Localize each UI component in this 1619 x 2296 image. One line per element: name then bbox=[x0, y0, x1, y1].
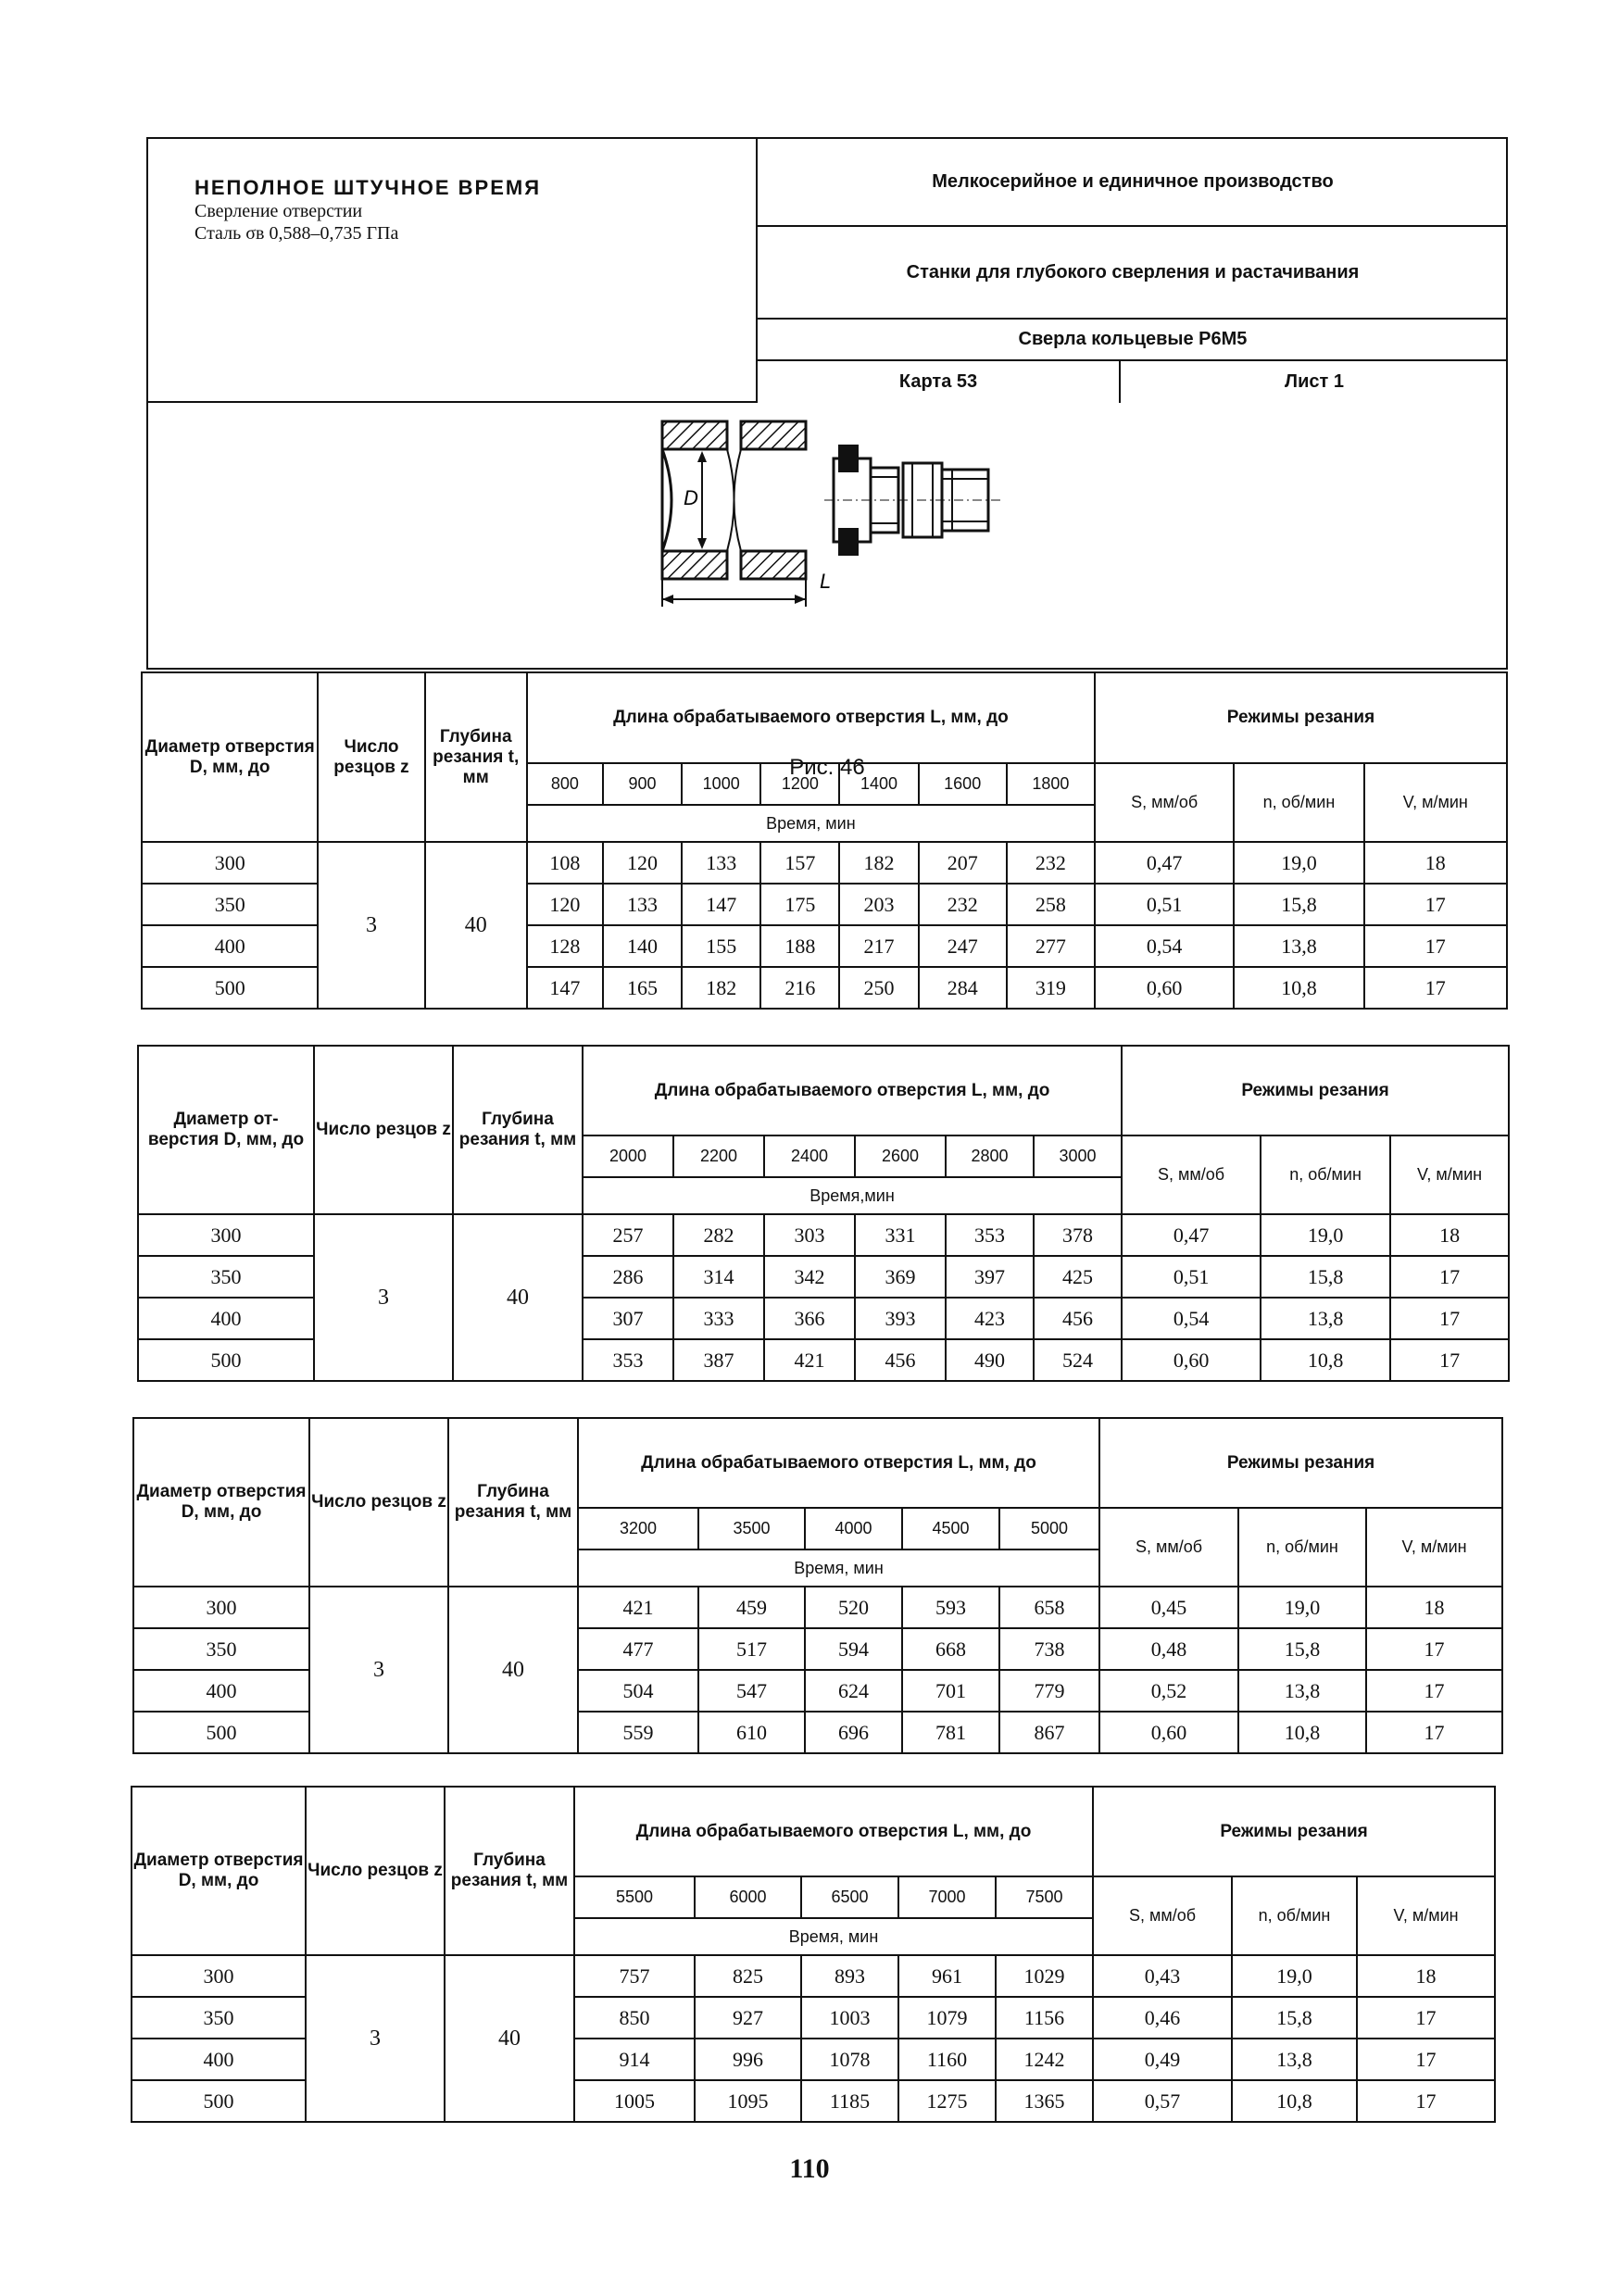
depth-value: 40 bbox=[445, 1955, 574, 2122]
rpm-header: n, об/мин bbox=[1232, 1876, 1357, 1955]
length-value: 3500 bbox=[698, 1508, 805, 1549]
modes-header: Режимы резания bbox=[1122, 1046, 1509, 1135]
doc-subtitle-operation: Сверление отверстии bbox=[195, 201, 363, 221]
length-header: Длина обрабатываемого отверстия L, мм, до bbox=[583, 1046, 1122, 1135]
diameter-header: Диаметр отверстия D, мм, до bbox=[142, 672, 318, 842]
table-row: 350 120 133 147 175 203 232 258 0,51 15,8 17 bbox=[142, 884, 1507, 925]
length-value: 1400 bbox=[839, 763, 918, 805]
speed-header: V, м/мин bbox=[1366, 1508, 1502, 1587]
length-value: 2600 bbox=[855, 1135, 946, 1177]
length-value: 7000 bbox=[898, 1876, 996, 1918]
table-row: 500 1005 1095 1185 1275 1365 0,57 10,8 17 bbox=[132, 2080, 1495, 2122]
cutters-header: Число резцов z bbox=[318, 672, 424, 842]
page-number: 110 bbox=[789, 2153, 830, 2184]
ring-drill-icon bbox=[824, 445, 1000, 556]
length-value: 7500 bbox=[996, 1876, 1093, 1918]
rpm-header: n, об/мин bbox=[1238, 1508, 1366, 1587]
length-value: 4500 bbox=[902, 1508, 999, 1549]
table-row: 400 128 140 155 188 217 247 277 0,54 13,8 17 bbox=[142, 925, 1507, 967]
length-value: 3000 bbox=[1034, 1135, 1122, 1177]
table-row: 300 3 40 757 825 893 961 1029 0,43 19,0 18 bbox=[132, 1955, 1495, 1997]
speed-header: V, м/мин bbox=[1357, 1876, 1495, 1955]
length-value: 5000 bbox=[999, 1508, 1099, 1549]
cutters-value: 3 bbox=[309, 1587, 448, 1753]
cutters-header: Число резцов z bbox=[314, 1046, 453, 1214]
time-header: Время,мин bbox=[583, 1177, 1122, 1214]
feed-header: S, мм/об bbox=[1122, 1135, 1261, 1214]
time-header: Время, мин bbox=[578, 1549, 1099, 1587]
length-value: 1000 bbox=[682, 763, 760, 805]
depth-value: 40 bbox=[448, 1587, 578, 1753]
feed-header: S, мм/об bbox=[1099, 1508, 1238, 1587]
diameter-label: D bbox=[684, 486, 698, 509]
modes-header: Режимы резания bbox=[1093, 1787, 1495, 1876]
time-table-2 bbox=[137, 1045, 1510, 1382]
depth-value: 40 bbox=[453, 1214, 583, 1381]
cutters-value: 3 bbox=[318, 842, 424, 1009]
card-sheet-row bbox=[758, 361, 1508, 403]
depth-header: Глубина резания t, мм bbox=[448, 1418, 578, 1587]
cutters-header: Число резцов z bbox=[306, 1787, 445, 1955]
modes-header: Режимы резания bbox=[1099, 1418, 1502, 1508]
time-table-1 bbox=[141, 671, 1508, 1010]
length-label: L bbox=[820, 570, 832, 593]
depth-header: Глубина резания t, мм bbox=[445, 1787, 574, 1955]
table-row: 300 3 40 108 120 133 157 182 207 232 0,47 19,0 18 bbox=[142, 842, 1507, 884]
tool-type: Сверла кольцевые Р6М5 bbox=[758, 320, 1508, 361]
classification-block bbox=[758, 139, 1508, 403]
table-row: 400 914 996 1078 1160 1242 0,49 13,8 17 bbox=[132, 2039, 1495, 2080]
diameter-header: Диаметр отверстия D, мм, до bbox=[132, 1787, 306, 1955]
table-row: 500 147 165 182 216 250 284 319 0,60 10,8 17 bbox=[142, 967, 1507, 1009]
time-header: Время, мин bbox=[527, 805, 1095, 842]
length-header: Длина обрабатываемого отверстия L, мм, до bbox=[578, 1418, 1099, 1508]
depth-value: 40 bbox=[425, 842, 527, 1009]
diameter-header: Диаметр от-верстия D, мм, до bbox=[138, 1046, 314, 1214]
machine-type: Станки для глубокого сверления и растачивания bbox=[758, 227, 1508, 320]
length-value: 6500 bbox=[801, 1876, 898, 1918]
length-value: 5500 bbox=[574, 1876, 695, 1918]
length-value: 1800 bbox=[1007, 763, 1095, 805]
doc-title: НЕПОЛНОЕ ШТУЧНОЕ ВРЕМЯ bbox=[195, 176, 542, 199]
table-row: 400 307 333 366 393 423 456 0,54 13,8 17 bbox=[138, 1298, 1509, 1339]
depth-header: Глубина резания t, мм bbox=[453, 1046, 583, 1214]
time-table-3 bbox=[132, 1417, 1503, 1754]
length-value: 1200 bbox=[760, 763, 839, 805]
time-header: Время, мин bbox=[574, 1918, 1093, 1955]
time-table-4 bbox=[131, 1786, 1496, 2123]
table-row: 300 3 40 257 282 303 331 353 378 0,47 19,0 18 bbox=[138, 1214, 1509, 1256]
rpm-header: n, об/мин bbox=[1261, 1135, 1390, 1214]
table-row: 500 353 387 421 456 490 524 0,60 10,8 17 bbox=[138, 1339, 1509, 1381]
sheet-number: Лист 1 bbox=[1285, 371, 1344, 392]
length-value: 800 bbox=[527, 763, 603, 805]
figure-caption: Рис. 46 bbox=[789, 755, 865, 780]
production-type: Мелкосерийное и единичное производство bbox=[758, 139, 1508, 227]
rpm-header: n, об/мин bbox=[1234, 763, 1363, 842]
speed-header: V, м/мин bbox=[1364, 763, 1507, 842]
title-block bbox=[148, 139, 758, 403]
length-value: 2800 bbox=[946, 1135, 1034, 1177]
cutters-value: 3 bbox=[306, 1955, 445, 2122]
diameter-header: Диаметр отверстия D, мм, до bbox=[133, 1418, 309, 1587]
length-value: 2000 bbox=[583, 1135, 673, 1177]
table-row: 350 477 517 594 668 738 0,48 15,8 17 bbox=[133, 1628, 1502, 1670]
length-value: 2400 bbox=[764, 1135, 855, 1177]
length-header: Длина обрабатываемого отверстия L, мм, до bbox=[574, 1787, 1093, 1876]
feed-header: S, мм/об bbox=[1093, 1876, 1232, 1955]
modes-header: Режимы резания bbox=[1095, 672, 1507, 763]
feed-header: S, мм/об bbox=[1095, 763, 1234, 842]
cutters-value: 3 bbox=[314, 1214, 453, 1381]
table-row: 400 504 547 624 701 779 0,52 13,8 17 bbox=[133, 1670, 1502, 1712]
drilling-diagram bbox=[148, 403, 1506, 671]
table-row: 350 850 927 1003 1079 1156 0,46 15,8 17 bbox=[132, 1997, 1495, 2039]
doc-subtitle-material: Сталь σв 0,588–0,735 ГПа bbox=[195, 223, 399, 244]
length-value: 900 bbox=[603, 763, 682, 805]
depth-header: Глубина резания t, мм bbox=[425, 672, 527, 842]
length-value: 2200 bbox=[673, 1135, 764, 1177]
length-value: 1600 bbox=[919, 763, 1007, 805]
speed-header: V, м/мин bbox=[1390, 1135, 1509, 1214]
table-row: 500 559 610 696 781 867 0,60 10,8 17 bbox=[133, 1712, 1502, 1753]
table-row: 300 3 40 421 459 520 593 658 0,45 19,0 18 bbox=[133, 1587, 1502, 1628]
length-value: 3200 bbox=[578, 1508, 698, 1549]
cutters-header: Число резцов z bbox=[309, 1418, 448, 1587]
table-row: 350 286 314 342 369 397 425 0,51 15,8 17 bbox=[138, 1256, 1509, 1298]
length-value: 6000 bbox=[695, 1876, 801, 1918]
card-number: Карта 53 bbox=[758, 361, 1121, 403]
length-value: 4000 bbox=[805, 1508, 902, 1549]
length-header: Длина обрабатываемого отверстия L, мм, до bbox=[527, 672, 1095, 763]
